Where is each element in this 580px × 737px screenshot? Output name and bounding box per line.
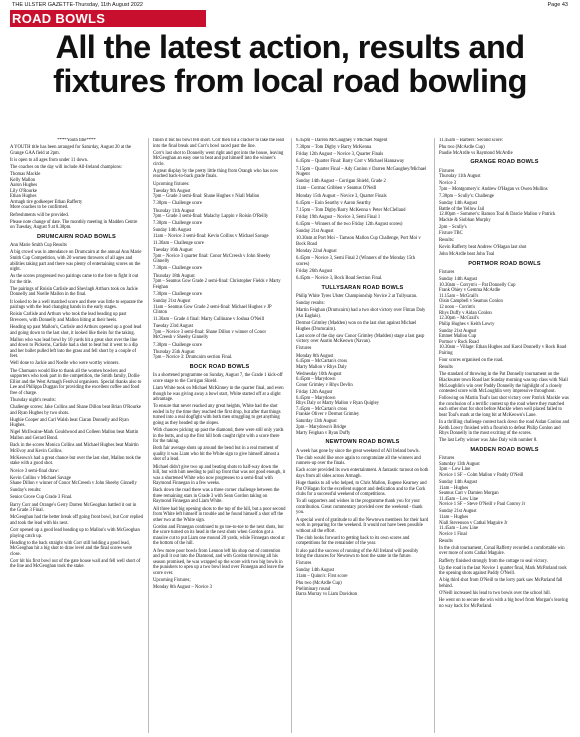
article-paragraph: 6.45pm – Marydown	[296, 395, 336, 401]
article-paragraph: Thomas Mackle	[10, 172, 41, 178]
article-paragraph: Barra Murray vs Liam Davidson	[296, 592, 358, 598]
article-paragraph: To ensure that never reached any great heights, White had the shot ended in by the time they reached the first drop, but after that things turned into a real dogfight with both men struggling to get anything going as they headed up the slopes.	[153, 404, 281, 426]
article-paragraph: Upcoming fixtures:	[153, 181, 190, 187]
article-paragraph: Heading to the back straight with Corr still holding a good lead, McGeoghan hit a big shot to draw level and the final scores were close.	[10, 540, 133, 557]
article-paragraph: 7.30pm – Challenge score	[153, 291, 202, 297]
column-divider	[434, 138, 435, 733]
article-paragraph: 11.30am – Grade 4 final: Marty Cullinane v Joshua O'Neill	[153, 317, 265, 323]
article-paragraph: Martin Feighan (Drumcairn) had a two shot victory over Fintan Daly (An Eaglais).	[296, 308, 426, 319]
article-paragraph: Sunday 14th August – Corrigan Shield, Grade 2	[296, 179, 386, 185]
article-paragraph: Rafferty finished strongly from the cottage to seal victory.	[439, 558, 548, 564]
article-paragraph: Heading up past Mallon's, Carlisle and Arthurs opened up a good lead and going down to the last shot, it looked like theirs for the taking.	[10, 324, 142, 336]
article-paragraph: Novice 3 semi-final draw:	[10, 468, 60, 474]
article-paragraph: Novice 3	[439, 181, 457, 187]
article-paragraph: Refreshments will be provided.	[10, 212, 69, 218]
article-paragraph: 7.45pm – McCartan's cross	[296, 406, 348, 412]
article-paragraph: 11am – Seamus Gow Grade 2 semi-final: Michael Hughes v JP Clinton	[153, 304, 272, 316]
article-paragraph: 11am – Quinn's: First score	[296, 573, 348, 579]
club-heading: GRANGE ROAD BOWLS	[470, 159, 539, 166]
article-paragraph: John McArdle beat John Toal	[439, 252, 495, 258]
article-paragraph: Following on Martin Toal's last shot victory over Patrick Mackle was the conclusion of a terrific contest up the road where they matched each other shot for shot before Mackle when well placed failed to beat Toal's mark at the long bit at McKeown's Lane.	[439, 396, 569, 418]
article-paragraph: 2pm – Marydown's Bridge	[296, 424, 347, 430]
article-paragraph: finish it but his bowl fell short. Corr then hit a cracker to take the lead into the final break and Corr's bowl raced past the line.	[153, 138, 284, 149]
article-paragraph: Tuesday 16th August	[153, 248, 193, 254]
article-paragraph: Sunday 21st August	[439, 509, 477, 515]
article-paragraph: Thursday 11th August	[153, 208, 195, 214]
article-paragraph: 2pm – Scully's	[439, 225, 467, 231]
article-paragraph: Philip White Tyres Ulster Championship Novice 2 at Tullysaran.	[296, 294, 418, 300]
article-paragraph: 6.45pm – Novice 3, Semi Final 2 (Winners of the Monday 15th scores)	[296, 256, 415, 267]
article-paragraph: 11.45am – Barbers: Second score:	[439, 138, 504, 143]
article-paragraph: 11.45am – Low Line	[439, 526, 479, 532]
article-paragraph: Sunday's results:	[10, 488, 42, 494]
article-paragraph: Lily O'Rourke	[10, 188, 38, 194]
article-paragraph: 7.15pm – Quarter Final – Ady Conlon v Darren McGaughey/Michael Nugent	[296, 166, 427, 178]
article-paragraph: Monday 15th August – Novice 3, Quarter Finals	[296, 193, 387, 199]
article-paragraph: 7pm – Grade 3 semi-final: Malachy Lappin v Roisin O'Reilly	[153, 214, 269, 220]
article-paragraph: Wednesday 10th August	[296, 371, 342, 377]
article-paragraph: Four scores organised on the road.	[439, 358, 504, 364]
publication-date-line: THE ULSTER GAZETTE-Thursday, 11th August 2022	[12, 2, 143, 8]
page-number: Page 43	[547, 2, 568, 8]
article-paragraph: Fixture TBC	[439, 230, 463, 236]
article-paragraph: Sunday 14th August	[439, 201, 478, 207]
article-paragraph: Monday 8th August	[296, 353, 334, 359]
article-paragraph: Tuesday 23rd August	[153, 324, 193, 330]
club-heading: MADDEN ROAD BOWLS	[470, 446, 539, 453]
article-paragraph: Emmet Mallon Cup	[439, 334, 477, 340]
article-paragraph: ****Youth title****	[57, 138, 96, 143]
article-paragraph: 10.30am – Village: Ethan Hughes and Karol Donnelly v Rock Road Pairing	[439, 345, 567, 356]
article-paragraph: Conor Grimley v Rhys Devlin	[296, 382, 353, 388]
article-paragraph: Upcoming Fixtures;	[153, 577, 191, 583]
article-paragraph: 7pm – Montgomery's: Andrew O'Hagan vs Owen Mullins	[439, 187, 548, 193]
article-paragraph: 6.45pm – Quarter Final: Barry Corr v Michael Hannaway	[296, 159, 405, 165]
article-paragraph: Last score of the day saw Conor Grimley (Madden) stage a last gasp victory over Austin McKeown (Navan).	[296, 333, 425, 345]
article-paragraph: Sunday 14th August	[439, 480, 478, 486]
article-paragraph: 7.30pm – Challenge score	[153, 221, 202, 227]
article-paragraph: Nigel McIlwaine-Mark Gouldwood and Colleen Mallon beat Martin Mallon and Gerard Bond.	[10, 430, 139, 441]
article-paragraph: He went on to secure the win with a big bowl from Morgan's leaving no way back for McParland.	[439, 598, 568, 609]
column-divider	[148, 138, 149, 733]
article-paragraph: 7pm – Novice 3: Drumcairn section Final.	[153, 355, 233, 361]
article-paragraph: 12.30pm – McGrail's	[439, 316, 479, 322]
article-paragraph: McGeoghan had the better break off going front bowl, but Corr replied and took the lead with his next.	[10, 515, 143, 526]
article-paragraph: Corr's last shot to Donnelly went right and got into the house, leaving McGeoghan an easy one to beat and put himself into the winner's circle.	[153, 150, 284, 167]
article-paragraph: 10.30am – Corrym's – Pat Donnelly Cup	[439, 282, 516, 288]
article-paragraph: 7pm – Novice 3 quarter final: Conor McCreesh v John Sheehy Ginnelly	[153, 253, 271, 265]
article-paragraph: The pairings of Roisin Carlisle and Shevlagh Arthurs took on Jackie Donnelly and Noelle Mallon in the final.	[10, 286, 138, 298]
article-paragraph: Marty Feighan v Ryan Duffy	[296, 430, 351, 436]
article-paragraph: Roisin Carlisle and Arthurs who took the lead heading up past Brevoers, with Donnelly and Mallon biting at their heels.	[10, 312, 127, 323]
article-paragraph: Philip Hughes v Keith Lowry	[439, 321, 495, 327]
article-paragraph: 12.00pm – Sommer's: Ramon Toal & Darcie Mallon v Patrick Mackle & Siobhan Murphy	[439, 212, 556, 223]
article-paragraph: Monday 8th August – Novice 3	[153, 585, 212, 591]
article-paragraph: O'Neill increased his lead to two bowls over the school hill.	[439, 591, 551, 597]
article-paragraph: Both fair average shots up around the bend but in a real moment of quality it was Liam who hit the White sign to give himself almost a shot of a lead.	[153, 446, 280, 463]
article-paragraph: Sunday 21st August	[153, 298, 191, 304]
article-paragraph: It looked to be a well matched score and there was little to separate the pairings with the lead changing hands in the early stages.	[10, 299, 143, 311]
article-paragraph: 7.30pm – Challenge score	[153, 342, 202, 348]
article-column-3	[296, 138, 429, 733]
article-paragraph: Novice 1 SF – Steve O'Neill v Paul Conroy Jr	[439, 502, 526, 508]
article-paragraph: Results	[439, 538, 453, 544]
article-paragraph: Sunday 21st August	[296, 229, 334, 235]
article-paragraph: A big third shot from O'Neill to the lorry park saw McParland fall behind.	[439, 578, 563, 589]
article-paragraph: The club looks forward to getting back to its own scores and competitions for the remainder of the year.	[296, 535, 410, 547]
article-paragraph: 7.30pm – Challenge score	[153, 266, 202, 272]
article-paragraph: Niall Stevenson v Cathal Maguire Jr	[439, 520, 508, 526]
article-paragraph: Marty Mallon v Rhys Daly	[296, 364, 347, 370]
article-paragraph: Friday 12th August – Novice 3, Quarter Finals	[296, 152, 384, 158]
article-paragraph: Monday 22nd August	[296, 249, 337, 255]
article-paragraph: Novice 1 SF – Colm Mallon v Paddy O'Neill	[439, 472, 524, 478]
article-paragraph: Corr opened up a good lead heading up to Mallon's with McGeoghan playing catch up.	[10, 527, 140, 539]
article-columns	[10, 138, 570, 733]
article-paragraph: 11am – Cormac Gribben v Seamus O'Neill	[296, 186, 377, 192]
article-paragraph: 6.45pm – Darren McGaughey v Michael Nugent	[296, 138, 388, 143]
article-paragraph: 6.45pm – Novice 3, Bock Road Section Final.	[296, 276, 383, 282]
article-paragraph: 6.45pm – McCartan's cross	[296, 359, 348, 365]
article-paragraph: 7.15pm – Tom Digby/Barry McKenna v Peter McClelland	[296, 207, 406, 213]
article-column-2	[153, 138, 286, 733]
article-paragraph: More coaches to be confirmed.	[10, 205, 69, 211]
article-paragraph: 7.30pm – Scully's: Challenge	[439, 194, 495, 200]
article-paragraph: Ann Marie Smith Cup Results	[10, 243, 67, 249]
article-paragraph: It is open to all ages from under 11 down.	[10, 157, 89, 163]
article-paragraph: Armagh tire godkeeper Ethan Rafferty	[10, 199, 83, 205]
article-paragraph: Oisin Campbell v Seamus Conlon	[439, 299, 503, 305]
article-paragraph: A few more poor bowls from Lennon left his shop out of contention and pull it out into the Diamond, and with Gordon throwing all his season promised, he was wrapped up the score with two big bowls in the punishers to open up a two bowl lead over Finnegan and leave the score over.	[153, 548, 284, 576]
article-paragraph: All three had big opening shots to the top of the hill, but a poor second from White left himself in trouble and he found himself a shot off the other two at the White sign.	[153, 506, 286, 523]
article-paragraph: 12 noon – Corrim's	[439, 305, 476, 311]
article-paragraph: A special word of gratitude to all the Newtown members for their hard work in preparing for the weekend. It would not have been possible without all the effort.	[296, 517, 429, 534]
article-paragraph: Fixtures	[296, 561, 312, 567]
article-paragraph: Shane Dillon v winner of Conor McCreesh v John Sheehy Ginnelly	[10, 481, 137, 487]
article-paragraph: Results:	[439, 237, 455, 243]
article-paragraph: Saturday 13th August	[296, 419, 337, 425]
article-paragraph: Aaron Hughes	[10, 183, 38, 189]
article-paragraph: Back in the scores Monica Collins and Michael Hughes beat Mairtin McEvoy and Kevin Collins.	[10, 443, 139, 454]
article-paragraph: 11am – Hughes	[439, 485, 469, 491]
article-paragraph: Friday 26th August	[296, 268, 333, 274]
article-paragraph: Hughie Cooper and Carl Walsh beat Ciaran Donnelly and Ryan Hughes.	[10, 417, 129, 429]
club-heading: DRUMCAIRN ROAD BOWLS	[37, 233, 116, 240]
article-paragraph: Up the road in the last Novice 1 quarter final, Mark McParland took the opening shots against Paddy O'Neill.	[439, 565, 567, 577]
headline: All the latest action, results and fixtures from local road bowling	[53, 29, 527, 99]
article-paragraph: In the club tournament, Conal Rafferty recorded a comfortable win over more of sorts Cathal Maguire.	[439, 545, 565, 557]
article-paragraph: Each score provided its own entertainment. A fantastic turnout on both days from all sides across Armagh.	[296, 468, 429, 479]
article-paragraph: Friday 12th August	[296, 390, 333, 396]
article-paragraph: Thursday 25th August	[153, 349, 195, 355]
club-heading: NEWTOWN ROAD BOWLS	[325, 439, 400, 446]
article-paragraph: 11.15am – McGrail's	[439, 293, 479, 299]
article-paragraph: The club would like once again to congratulate all the winners and runners-up over the finals.	[296, 455, 421, 467]
article-paragraph: Sunday 14th August	[439, 277, 478, 283]
article-paragraph: The Chomann would like to thank all the women bowlers and supporters who took part in the competition, the Smith family, Dollie Elliot and the West Armagh Festival organisers. Special thanks also to Lee and Philippa Duggan for providing the excellent coffee and food free of charge.	[10, 368, 142, 396]
article-paragraph: Back down the road there was a three corner challenge between the three remaining stars in Grade 3 with Sean Gordon taking on Raymond Finnegan and Liam White.	[153, 488, 280, 505]
article-paragraph: Frank Ohiey v Gemma McArdle	[439, 288, 501, 294]
article-paragraph: To all supporters and wishes in the programme thank you for your contribution. Great commentary provided over the weekend - thank you.	[296, 499, 423, 516]
article-paragraph: It also paid the success of running of the All Ireland will possibly bring the chances for Newtown to host the same in the future.	[296, 548, 419, 560]
article-paragraph: Paudie McArdle vs Raymond McArdle	[439, 150, 513, 156]
article-paragraph: 11am – Hughes	[439, 514, 469, 520]
article-paragraph: A big crowd was in attendance on Drumcairn at the annual Ann Marie Smith Cup Competition, with 20 women throwers of all ages and abilities taking part and there was plenty of entertaining scores on the night.	[10, 250, 142, 273]
article-paragraph: Huge thanks to all who helped, to Chris Mallon, Eugene Kearney and Pat O'Hagan for the excellent support and dedication and to the Cork clubs for a successful weekend of competitions.	[296, 481, 427, 498]
article-paragraph: 7pm – Grade 3 semi-final: Shane Hughes v Niall Mallon	[153, 194, 260, 200]
article-paragraph: 7.30pm – Tom Digby v Barry McKenna	[296, 145, 372, 151]
article-paragraph: Barry Corr and Orange's Gerry Darren McGeoghan battled it out in the Grade 3 Final.	[10, 502, 137, 514]
section-banner	[10, 10, 206, 27]
article-paragraph: 7pm – Novice 3 semi-final: Shane Dillon v winner of Conor McCreesh v Sheehy Ginnelly	[153, 329, 267, 341]
article-paragraph: The standard of throwing in the Pat Donnelly tournament on the Blackwater town Road last Sunday morning was top class with Niall McLoughlin's win over Paddy Donnelly the highlight of a closely contested score with McLoughlin very impressive throughout.	[439, 372, 568, 395]
article-paragraph: Kevin Rafferty beat Andrew O'Hagan last shot	[439, 244, 527, 250]
article-paragraph: 10.30am at Port Moi – Tamson Mallon Cup Challenge, Port Moi v Bock Road	[296, 236, 421, 247]
article-paragraph: Sunday results:	[296, 301, 325, 307]
article-paragraph: In a thrilling challenge contest back down the road Aidan Conlon and Keith Lowry finished with a flourish to defeat Philip Conlon and Rhys Donnelly in the most exciting of the scores.	[439, 419, 570, 437]
article-paragraph: Corr hit his first bowl out of the gate house wall and fell well short of the line and McGeoghan took the stake.	[10, 558, 141, 570]
article-paragraph: 6.45pm – Marydown	[296, 377, 336, 383]
article-paragraph: Gordon and Finnegan continued to go toe-to-toe to the next shots, but the score turned on its head in the next shots when Gordon got a massive cut to put Liam one mound 20 yards, while Finnegan stood at the bottom of the hill.	[153, 524, 285, 547]
article-paragraph: Please note change of date. The monthly meeting in Madden Centre on Tuesday, August 9 at 8.30pm.	[10, 219, 138, 231]
article-paragraph: In a shortened programme on Sunday, August 7, the Grade 1 kick-off score stage to the Corrigan Shield.	[153, 373, 283, 384]
article-paragraph: A week has gone by since the great weekend of All Ireland bowls.	[296, 448, 420, 454]
article-paragraph: McKeown's had a great chance but over the last shot, Mallon took the stake with a good shot.	[10, 455, 141, 467]
article-paragraph: Challenge scores: Jake Collins and Shane Dillon beat Brian O'Rourke and Ryan Hughes by two shots.	[10, 405, 141, 416]
article-paragraph: A YOUTH title has been arranged for Saturday, August 20 at the Grange GAA field at 2pm.	[10, 145, 132, 156]
article-paragraph: Rhys Daly or Marty Mallon v Ryan Quigley	[296, 401, 380, 407]
article-paragraph: A great display by the pretty little thing from Orangh who has now reached back-to-back grade finals.	[153, 168, 279, 180]
article-paragraph: Michael didn't give two up and beating shots to half-way down the hill, but with him needing to pull up front that was not good enough, it was a shortened White who now progresses to a semi-final with Raymond Finnegan in a few weeks.	[153, 464, 286, 487]
article-paragraph: Well done to Jackie and Noelle who were worthy winners.	[10, 361, 120, 367]
article-paragraph: Kevin Collins v Michael Savage	[10, 475, 71, 481]
article-paragraph: Friday 19th August – Novice 3, Semi Final 1	[296, 214, 381, 220]
article-paragraph: Tuesday 9th August	[153, 188, 191, 194]
article-paragraph: Results	[439, 365, 453, 371]
article-paragraph: Phu two (McArdle Cup)	[296, 581, 342, 587]
article-paragraph: Portnor v Rock Road	[439, 339, 479, 345]
article-paragraph: Thursday night's results:	[10, 397, 56, 403]
article-paragraph: Liam White took on Michael McKinney in the quarter final, and even though he was giving away a bowl start, White started off at a slight advantage.	[153, 386, 284, 403]
article-paragraph: The coaches on the day will include All-Ireland champions:	[10, 164, 122, 170]
article-paragraph: As the scores progressed two pairings came to the fore to fight it out for the title.	[10, 274, 139, 285]
article-paragraph: Dermot Grimley (Madden) won on the last shot against Michael Hughes (Drumcairn).	[296, 321, 417, 332]
article-paragraph: With chances picking up past the diamond, there were still only yards in the butts, and up the first hill both caught right with a score there for the taking.	[153, 428, 284, 445]
article-paragraph: Saturday 13th August	[439, 461, 480, 467]
club-heading: TULLYSARAN ROAD BOWLS	[321, 284, 404, 291]
article-paragraph: 6.45pm – Eoin Searthy v Aaron Searthy	[296, 200, 371, 206]
article-paragraph: 3pm – Low Line	[439, 467, 471, 473]
article-paragraph: The last Lefty winner was Jake Daly with number 8.	[439, 438, 538, 444]
article-paragraph: 7pm – Seamus Gow Grade 2 semi-final: Christopher Fields v Marty Feighan	[153, 279, 281, 290]
article-column-1	[10, 138, 143, 733]
article-paragraph: Thursday 18th August	[153, 273, 195, 279]
page-header	[10, 0, 570, 10]
article-paragraph: Fixtures	[439, 270, 455, 276]
article-paragraph: Sunday 14th August	[296, 568, 335, 574]
article-column-4	[439, 138, 570, 733]
article-paragraph: Mallon who was lead bowl by 10 yards hit a great shot over the line and down to Pickerns, Carlisle had a shot to beat but it went to a dip and her bullet pulled left into the grass and fell short by a couple of feet.	[10, 337, 138, 360]
article-paragraph: Ethan Hughes	[10, 194, 37, 200]
column-divider	[291, 138, 292, 733]
article-paragraph: Sunday 21st August	[439, 328, 477, 334]
club-heading: BOCK ROAD BOWLS	[189, 363, 250, 370]
article-paragraph: Sunday 14th August	[153, 228, 192, 234]
article-paragraph: 6.45pm – Winners of the two Friday 12th August scores)	[296, 222, 403, 228]
article-paragraph: Preliminary round	[296, 586, 331, 592]
article-paragraph: Fixtures	[439, 168, 455, 174]
article-paragraph: 11.30am – Challenge score	[153, 241, 204, 247]
article-paragraph: Seamus Carr v Damien Morgan	[439, 491, 499, 497]
section-title: ROAD BOWLS	[12, 11, 106, 26]
article-paragraph: Fixtures	[439, 456, 455, 462]
article-paragraph: Phu two (McArdle Cup)	[439, 145, 485, 151]
article-paragraph: Kelly Mallon	[10, 177, 36, 183]
article-paragraph: 11.45am – Low Line	[439, 496, 479, 502]
article-paragraph: Fixtures	[296, 346, 312, 352]
article-paragraph: Rhys Duffy v Aidan Conlon	[439, 310, 492, 316]
article-paragraph: Senior Grove Cup Grade 3 Final.	[10, 495, 73, 501]
article-paragraph: Frankie Oliver v Dermot Grimley	[296, 412, 360, 418]
article-paragraph: 7.30pm – Challenge score	[153, 201, 202, 207]
article-paragraph: Thursday 11th August	[439, 174, 481, 180]
article-paragraph: Battle of the Yellow Jail	[439, 206, 485, 212]
club-heading: PORTMOR ROAD BOWLS	[468, 260, 541, 267]
article-paragraph: 11am – Novice 3 semi-final: Kevin Collins v Michael Savage	[153, 233, 269, 239]
article-paragraph: Novice 1 Final	[439, 531, 467, 537]
